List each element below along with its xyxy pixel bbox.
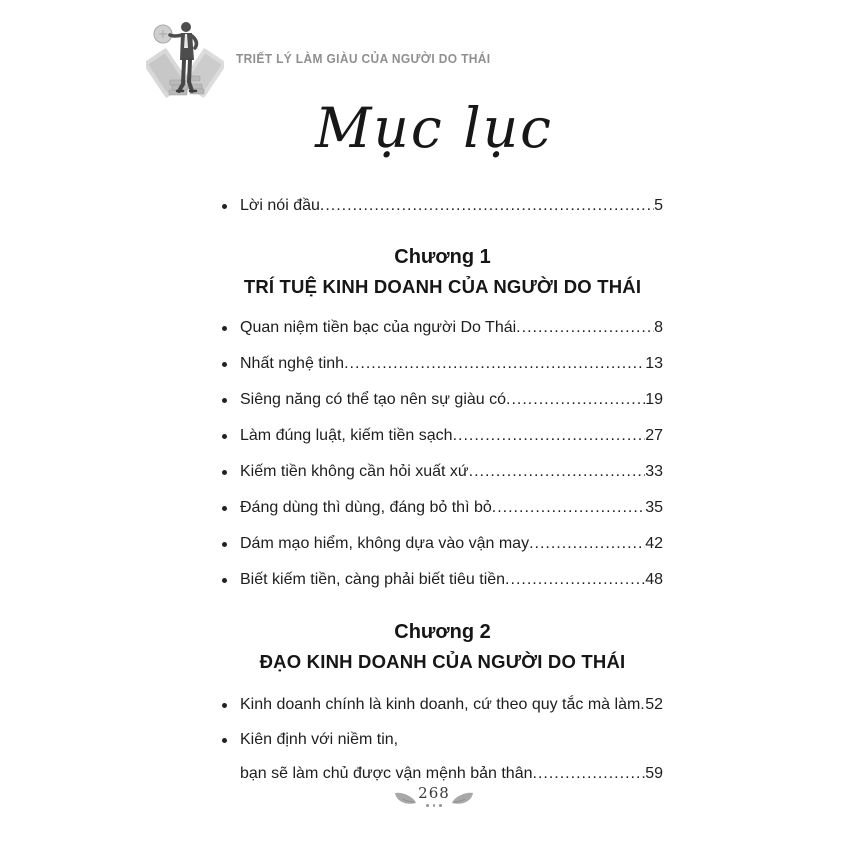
dot-leader: [344, 346, 645, 382]
toc-entry-preface: [222, 188, 663, 224]
dot-leader: [492, 490, 645, 526]
bullet-icon: [222, 398, 227, 403]
entry-page-number: 19: [645, 391, 663, 408]
bullet-icon: [222, 326, 227, 331]
bullet-icon: [222, 738, 227, 743]
bullet-icon: [222, 506, 227, 511]
dot-leader: [505, 562, 645, 598]
dot-leader: [516, 310, 654, 346]
entry-page-number: 33: [645, 463, 663, 480]
entry-page-number: 8: [654, 319, 663, 336]
toc-entry: [222, 310, 663, 346]
chapter-title: TRÍ TUỆ KINH DOANH CỦA NGƯỜI DO THÁI: [243, 276, 642, 297]
entry-label: Kiếm tiền không cần hỏi xuất xứ: [240, 463, 469, 480]
chapter-title: ĐẠO KINH DOANH CỦA NGƯỜI DO THÁI: [259, 651, 626, 672]
chapter-1-entries: [222, 310, 663, 598]
bullet-icon: [222, 542, 227, 547]
bullet-icon: [222, 470, 227, 475]
toc-entry: [222, 490, 663, 526]
laurel-right-icon: [450, 789, 474, 807]
dot-leader: [320, 188, 654, 224]
page-footer: [0, 786, 868, 807]
entry-label-continued: bạn sẽ làm chủ được vận mệnh bản thân: [240, 765, 533, 782]
bullet-icon: [222, 204, 227, 209]
entry-page-number: 48: [645, 571, 663, 588]
toc-entry: [222, 418, 663, 454]
entry-page-number: 35: [645, 499, 663, 516]
chapter-2-entries: [222, 687, 663, 791]
entry-label: Quan niệm tiền bạc của người Do Thái: [240, 319, 517, 336]
bullet-icon: [222, 578, 227, 583]
toc-title: Mục lục: [315, 96, 553, 160]
chapter-number: Chương 1: [394, 246, 491, 268]
entry-page-number: 59: [645, 765, 663, 782]
laurel-left-icon: [394, 789, 418, 807]
entry-page-number: 5: [654, 197, 663, 214]
toc-entry: [222, 526, 663, 562]
bullet-icon: [222, 703, 227, 708]
entry-label: Biết kiếm tiền, càng phải biết tiêu tiền: [240, 571, 506, 588]
dot-leader: [453, 418, 646, 454]
footer-page-number: 268: [418, 784, 450, 802]
ornament-dots: [426, 804, 442, 807]
page-number-ornament: [394, 786, 474, 807]
toc-entry: [222, 562, 663, 598]
dot-leader: [469, 454, 646, 490]
table-of-contents: [222, 188, 663, 791]
toc-entry: [222, 346, 663, 382]
toc-entry: [222, 687, 663, 723]
toc-entry-two-line: [222, 723, 663, 791]
entry-label: Kiên định với niềm tin,: [240, 731, 399, 748]
entry-page-number: 27: [645, 427, 663, 444]
entry-label: Nhất nghệ tinh: [240, 355, 345, 372]
chapter-1-heading: [222, 242, 663, 302]
book-title: TRIẾT LÝ LÀM GIÀU CỦA NGƯỜI DO THÁI: [236, 50, 491, 66]
chapter-2-heading: [222, 617, 663, 677]
entry-label: Đáng dùng thì dùng, đáng bỏ thì bỏ: [240, 499, 492, 516]
page-header: [146, 18, 513, 98]
entry-label: Dám mạo hiểm, không dựa vào vận may: [240, 535, 530, 552]
toc-entry: [222, 454, 663, 490]
dot-leader: [529, 526, 645, 562]
bullet-icon: [222, 434, 227, 439]
entry-label: Lời nói đầu: [240, 197, 320, 214]
chapter-number: Chương 2: [394, 621, 491, 643]
entry-label: Làm đúng luật, kiếm tiền sạch: [240, 427, 453, 444]
entry-page-number: 13: [645, 355, 663, 372]
businessman-coin-logo-icon: [146, 18, 224, 98]
dot-leader: [506, 382, 645, 418]
toc-entry: [222, 382, 663, 418]
bullet-icon: [222, 362, 227, 367]
entry-page-number: 42: [645, 535, 663, 552]
entry-line-1: [222, 723, 663, 757]
entry-label: Siêng năng có thể tạo nên sự giàu có: [240, 391, 507, 408]
entry-page-number: 52: [645, 696, 663, 713]
entry-label: Kinh doanh chính là kinh doanh, cứ theo quy tắc mà làm: [240, 696, 641, 713]
